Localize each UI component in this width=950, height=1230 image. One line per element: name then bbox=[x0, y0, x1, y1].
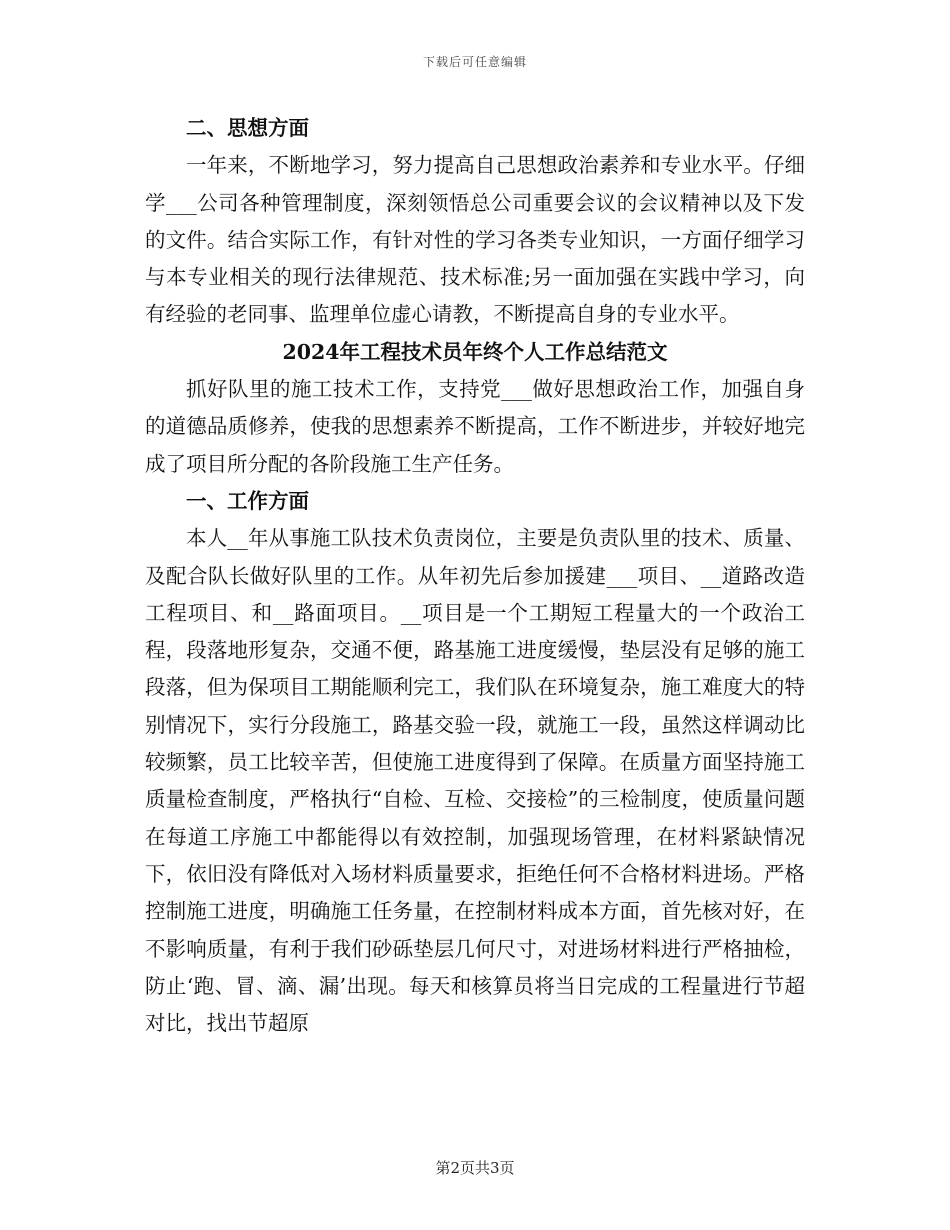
paragraph-work: 本人__年从事施工队技术负责岗位，主要是负责队里的技术、质量、及配合队长做好队里的工作。从年初先后参加援建___项目、__道路改造工程项目、和__路面项目。__项目是一个工期短工程量大的一个政治工程，段落地形复杂，交通不便，路基施工进度缓慢，垫层没有足够的施工段落，但为保项目工期能顺利完工，我们队在环境复杂，施工难度大的特别情况下，实行分段施工，路基交验一段，就施工一段，虽然这样调动比较频繁，员工比较辛苦，但使施工进度得到了保障。在质量方面坚持施工质量检查制度，严格执行“自检、互检、交接检”的三检制度，使质量问题在每道工序施工中都能得以有效控制，加强现场管理，在材料紧缺情况下，依旧没有降低对入场材料质量要求，拒绝任何不合格材料进场。严格控制施工进度，明确施工任务量，在控制材料成本方面，首先核对好，在不影响质量，有利于我们砂砾垫层几何尺寸，对进场材料进行严格抽检，防止‘跑、冒、滴、漏’出现。每天和核算员将当日完成的工程量进行节超对比，找出节超原 bbox=[145, 526, 805, 1036]
section-heading-thought: 二、思想方面 bbox=[186, 116, 309, 140]
page-number: 第2页共3页 bbox=[435, 1159, 515, 1177]
page-header-note: 下载后可任意编辑 bbox=[422, 55, 527, 69]
document-title: 2024年工程技术员年终个人工作总结范文 bbox=[282, 339, 668, 364]
document-body bbox=[145, 110, 805, 1042]
paragraph-intro: 抓好队里的施工技术工作，支持党___做好思想政治工作，加强自身的道德品质修养，使我的思想素养不断提高，工作不断进步，并较好地完成了项目所分配的各阶段施工生产任务。 bbox=[145, 377, 805, 476]
section-heading-work: 一、工作方面 bbox=[186, 488, 309, 513]
paragraph-thought: 一年来，不断地学习，努力提高自己思想政治素养和专业水平。仔细学___公司各种管理制度，深刻领悟总公司重要会议的会议精神以及下发的文件。结合实际工作，有针对性的学习各类专业知识，一方面仔细学习与本专业相关的现行法律规范、技术标准;另一面加强在实践中学习，向有经验的老同事、监理单位虚心请教，不断提高自身的专业水平。 bbox=[145, 153, 805, 327]
